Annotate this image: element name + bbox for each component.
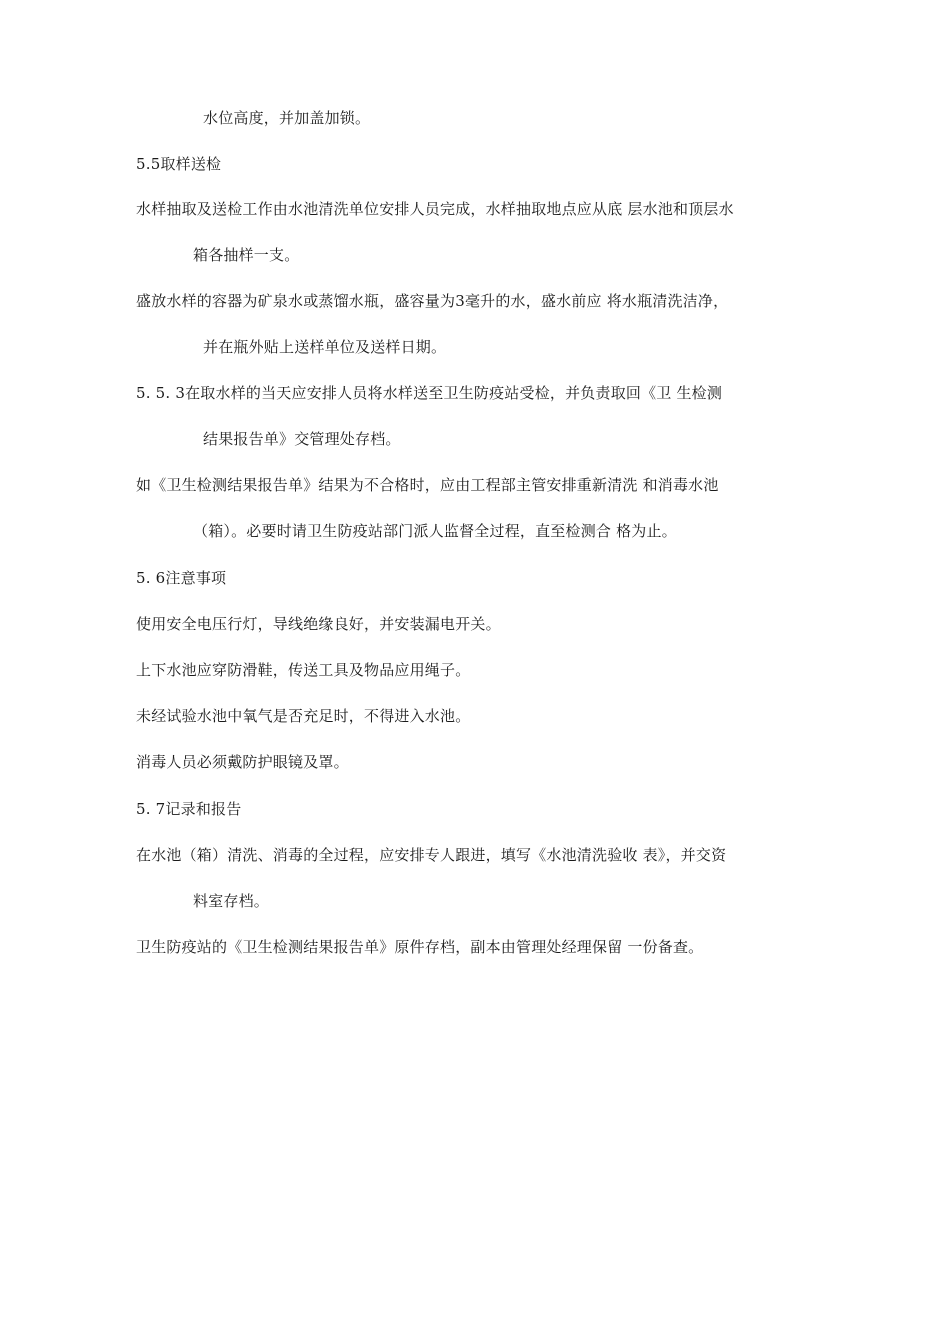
text-line: 箱各抽样一支。 xyxy=(193,246,300,264)
text-line: 盛放水样的容器为矿泉水或蒸馏水瓶，盛容量为3毫升的水，盛水前应 将水瓶清洗洁净， xyxy=(136,292,729,310)
text-line: 并在瓶外贴上送样单位及送样日期。 xyxy=(203,338,447,356)
text-line: 料室存档。 xyxy=(193,892,270,910)
text-line: 卫生防疫站的《卫生检测结果报告单》原件存档，副本由管理处经理保留 一份备查。 xyxy=(136,938,704,956)
text-line: 在水池（箱）清洗、消毒的全过程，应安排专人跟进，填写《水池清洗验收 表》，并交资 xyxy=(136,846,727,864)
text-line: 水样抽取及送检工作由水池清洗单位安排人员完成，水样抽取地点应从底 层水池和顶层水 xyxy=(136,200,734,218)
text-line: 5. 5. 3在取水样的当天应安排人员将水样送至卫生防疫站受检，并负责取回《卫 生检测 xyxy=(136,384,723,402)
section-heading: 5.5取样送检 xyxy=(136,155,222,173)
text-line: （箱）。必要时请卫生防疫站部门派人监督全过程，直至检测合 格为止。 xyxy=(193,522,677,540)
text-line: 使用安全电压行灯，导线绝缘良好，并安装漏电开关。 xyxy=(136,615,501,633)
text-line: 水位高度，并加盖加锁。 xyxy=(203,109,371,127)
text-line: 未经试验水池中氧气是否充足时，不得进入水池。 xyxy=(136,707,471,725)
text-line: 如《卫生检测结果报告单》结果为不合格时，应由工程部主管安排重新清洗 和消毒水池 xyxy=(136,476,719,494)
text-line: 结果报告单》交管理处存档。 xyxy=(203,430,401,448)
text-line: 上下水池应穿防滑鞋，传送工具及物品应用绳子。 xyxy=(136,661,471,679)
section-heading: 5. 7记录和报告 xyxy=(136,800,242,818)
section-heading: 5. 6注意事项 xyxy=(136,569,227,587)
text-line: 消毒人员必须戴防护眼镜及罩。 xyxy=(136,753,349,771)
